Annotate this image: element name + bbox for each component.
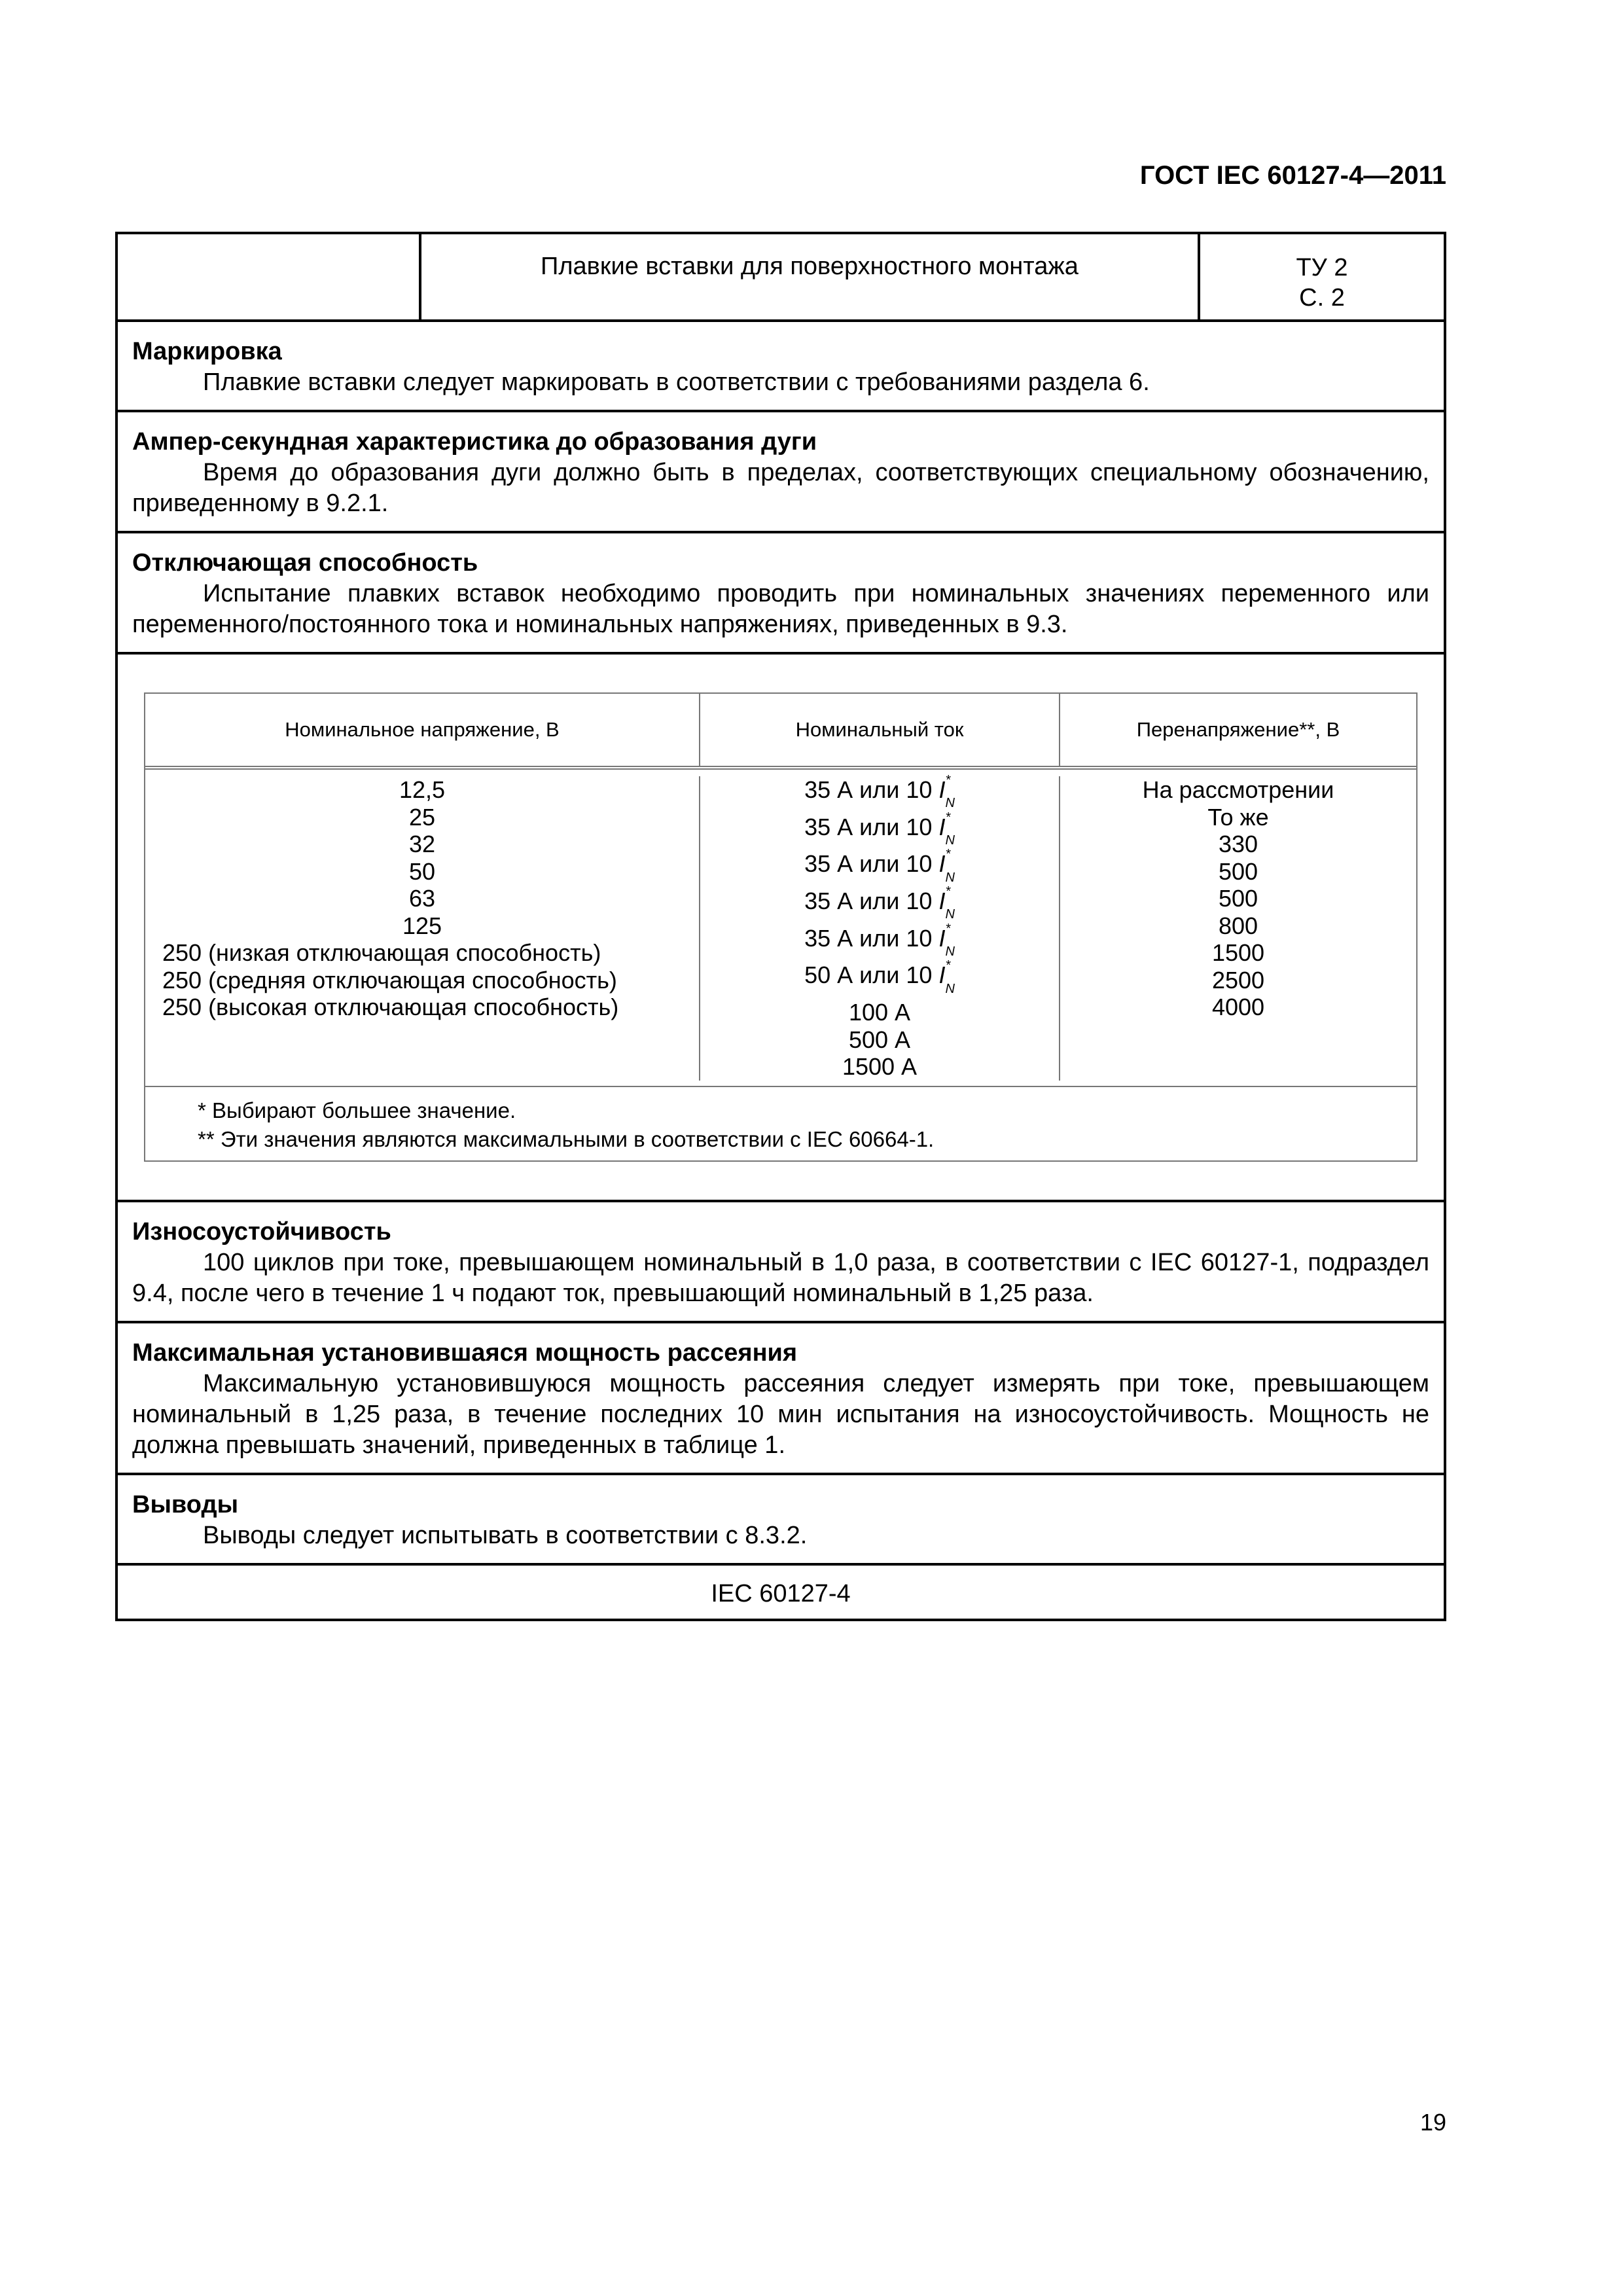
overvoltage-cell: 1500 (1211, 939, 1265, 966)
current-cell: 1500 А (842, 1053, 918, 1081)
overvoltage-cell: 330 (1218, 831, 1258, 857)
section-body: 100 циклов при токе, превышающем номинальный в 1,0 раза, в соответствии с IEC 60127-1, подраздел 9.4, после чего в течение 1 ч подают ток, превышающий номинальный в 1,25 раза. (132, 1248, 1429, 1307)
table-footer: IEC 60127-4 (711, 1579, 851, 1607)
current-cell: 100 А (848, 999, 911, 1026)
section-terminals (118, 1475, 1444, 1566)
header-empty-cell (118, 234, 421, 319)
section-title: Ампер-секундная характеристика до образования дуги (132, 428, 817, 456)
section-endurance (118, 1202, 1444, 1323)
col-header-voltage: Номинальное напряжение, В (145, 694, 700, 766)
section-body: Время до образования дуги должно быть в пределах, соответствующих специальному обозначению, приведенному в 9.2.1. (132, 459, 1429, 517)
section-body: Максимальную установившуюся мощность рассеяния следует измерять при токе, превышающем номинальный в 1,25 раза, в течение последних 10 мин испытания на износоустойчивость. Мощность не должна превышать значений, приведенных в таблице 1. (132, 1369, 1429, 1459)
current-cell: 35 А или 10 I * $_N$ (804, 884, 955, 922)
current-cell: 35 А или 10 I * $_N$ (804, 810, 955, 848)
section-title: Выводы (132, 1490, 239, 1518)
in-symbol: I * $_N$ (938, 958, 955, 996)
section-body: Выводы следует испытывать в соответствии с 8.3.2. (203, 1521, 808, 1549)
header-tu-line1: ТУ 2 (1296, 254, 1348, 281)
section-breaking-capacity (118, 533, 1444, 655)
overvoltage-cell: На рассмотрении (1142, 776, 1334, 803)
current-cell: 50 А или 10 I * $_N$ (804, 958, 955, 996)
voltage-cell: 63 (408, 885, 436, 912)
voltage-table (144, 692, 1418, 1162)
in-symbol: I * $_N$ (938, 884, 955, 922)
overvoltage-cell: 4000 (1211, 994, 1265, 1020)
current-cell: 35 А или 10 I * $_N$ (804, 847, 955, 885)
in-symbol: I * $_N$ (938, 810, 955, 848)
section-body: Плавкие вставки следует маркировать в соответствии с требованиями раздела 6. (203, 368, 1150, 396)
section-title: Износоустойчивость (132, 1217, 391, 1246)
current-cell: 35 А или 10 I * $_N$ (804, 773, 955, 811)
in-symbol: I * $_N$ (938, 921, 955, 959)
header-title: Плавкие вставки для поверхностного монтажа (421, 234, 1200, 319)
section-title: Максимальная установившаяся мощность рассеяния (132, 1338, 798, 1367)
document-code: ГОСТ IEC 60127-4—2011 (1139, 161, 1446, 190)
table-notes (145, 1087, 1416, 1160)
col-voltage (145, 776, 700, 1081)
col-overvoltage (1060, 776, 1416, 1081)
voltage-cell: 50 (408, 857, 436, 885)
section-power-dissipation (118, 1323, 1444, 1475)
current-cell: 500 А (848, 1026, 911, 1053)
overvoltage-cell: То же (1207, 803, 1269, 831)
voltage-table-header (145, 694, 1416, 770)
overvoltage-cell: 500 (1218, 885, 1258, 912)
voltage-cell: 25 (408, 803, 436, 831)
voltage-cell: 250 (высокая отключающая способность) (162, 994, 619, 1020)
in-symbol: I * $_N$ (938, 847, 955, 885)
col-header-current: Номинальный ток (700, 694, 1060, 766)
section-ampere-second (118, 412, 1444, 533)
table-header-row (118, 234, 1444, 322)
spec-sheet-table (115, 232, 1446, 1621)
col-current (700, 773, 1060, 1081)
header-tu-line2: С. 2 (1299, 284, 1345, 312)
overvoltage-cell: 800 (1218, 912, 1258, 939)
table-note: * Выбирают большее значение. (198, 1098, 516, 1122)
voltage-cell: 12,5 (399, 776, 446, 803)
voltage-table-row (118, 655, 1444, 1202)
in-symbol: I * $_N$ (938, 773, 955, 811)
page-number: 19 (1419, 2109, 1446, 2136)
voltage-cell: 250 (средняя отключающая способность) (162, 966, 617, 994)
col-header-overvoltage: Перенапряжение**, В (1136, 718, 1340, 741)
section-body: Испытание плавких вставок необходимо проводить при номинальных значениях переменного или переменного/постоянного тока и номинальных напряжениях, приведенных в 9.3. (132, 580, 1429, 638)
current-cell: 35 А или 10 I * $_N$ (804, 921, 955, 959)
section-title: Отключающая способность (132, 549, 478, 577)
table-note: ** Эти значения являются максимальными в соответствии с IEC 60664-1. (198, 1126, 935, 1151)
header-tu-cell (1200, 234, 1444, 319)
overvoltage-cell: 500 (1218, 857, 1258, 885)
voltage-cell: 250 (низкая отключающая способность) (162, 939, 601, 966)
voltage-table-body (145, 770, 1416, 1087)
voltage-cell: 32 (408, 831, 436, 857)
section-title: Маркировка (132, 338, 282, 365)
section-marking (118, 322, 1444, 412)
voltage-cell: 125 (402, 912, 442, 939)
overvoltage-cell: 2500 (1211, 966, 1265, 994)
